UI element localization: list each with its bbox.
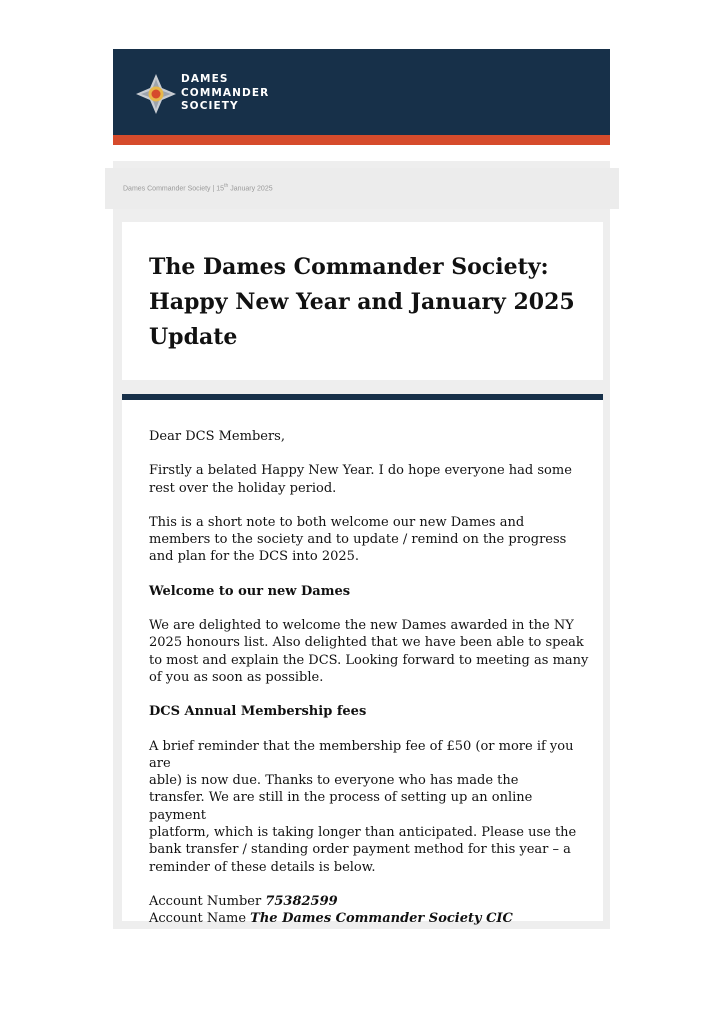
account-number-row: [149, 893, 589, 910]
text-line: reminder of these details is below.: [149, 859, 376, 875]
paragraph: We are delighted to welcome the new Dames awarded in the NY 2025 honours list. Also delighted that we have been able to speak to most and explain the DCS. Looking forward to meeting as many of you as soon as possible.: [149, 618, 589, 685]
account-number-label: Account Number: [149, 893, 262, 909]
paragraph-membership: [149, 738, 589, 876]
account-number: 75382599: [265, 893, 338, 909]
meta-date-day: 15: [216, 185, 225, 193]
logo-wordmark: [181, 73, 269, 114]
title-line: Happy New Year and January 2025: [149, 289, 575, 315]
text-line: A brief reminder that the membership fee of £50 (or more if you are: [149, 738, 574, 771]
logo-line: COMMANDER: [181, 86, 270, 99]
logo-line: SOCIETY: [181, 100, 239, 112]
header-accent-stripe: [113, 135, 610, 145]
text-line: platform, which is taking longer than anticipated. Please use the: [149, 825, 577, 841]
paragraph: This is a short note to both welcome our new Dames and members to the society and to update / remind on the progress and plan for the DCS into 2025.: [149, 514, 567, 565]
greeting: Dear DCS Members,: [149, 429, 285, 444]
account-name-row: [149, 910, 589, 927]
account-name: The Dames Commander Society CIC: [250, 911, 513, 927]
page-title: [149, 250, 589, 355]
title-line: The Dames Commander Society:: [149, 254, 549, 280]
meta-date-suffix: th: [224, 183, 229, 189]
meta-org: Dames Commander Society: [123, 185, 211, 193]
title-line: Update: [149, 324, 238, 350]
text-line: transfer. We are still in the process of setting up an online payment: [149, 790, 533, 823]
meta-date-rest: January 2025: [230, 185, 273, 193]
section-heading: Welcome to our new Dames: [149, 583, 351, 599]
meta-separator: |: [212, 185, 215, 193]
letter-body: [149, 428, 589, 928]
text-line: able) is now due. Thanks to everyone who has made the: [149, 773, 519, 789]
paragraph: Firstly a belated Happy New Year. I do hope everyone had some rest over the holiday period.: [149, 463, 572, 496]
meta-line: [123, 183, 273, 192]
account-name-label: Account Name: [149, 911, 247, 927]
text-line: bank transfer / standing order payment method for this year – a: [149, 842, 571, 858]
logo-line: DAMES: [181, 73, 229, 85]
star-emblem-icon: [135, 73, 177, 115]
section-heading: DCS Annual Membership fees: [149, 704, 367, 720]
